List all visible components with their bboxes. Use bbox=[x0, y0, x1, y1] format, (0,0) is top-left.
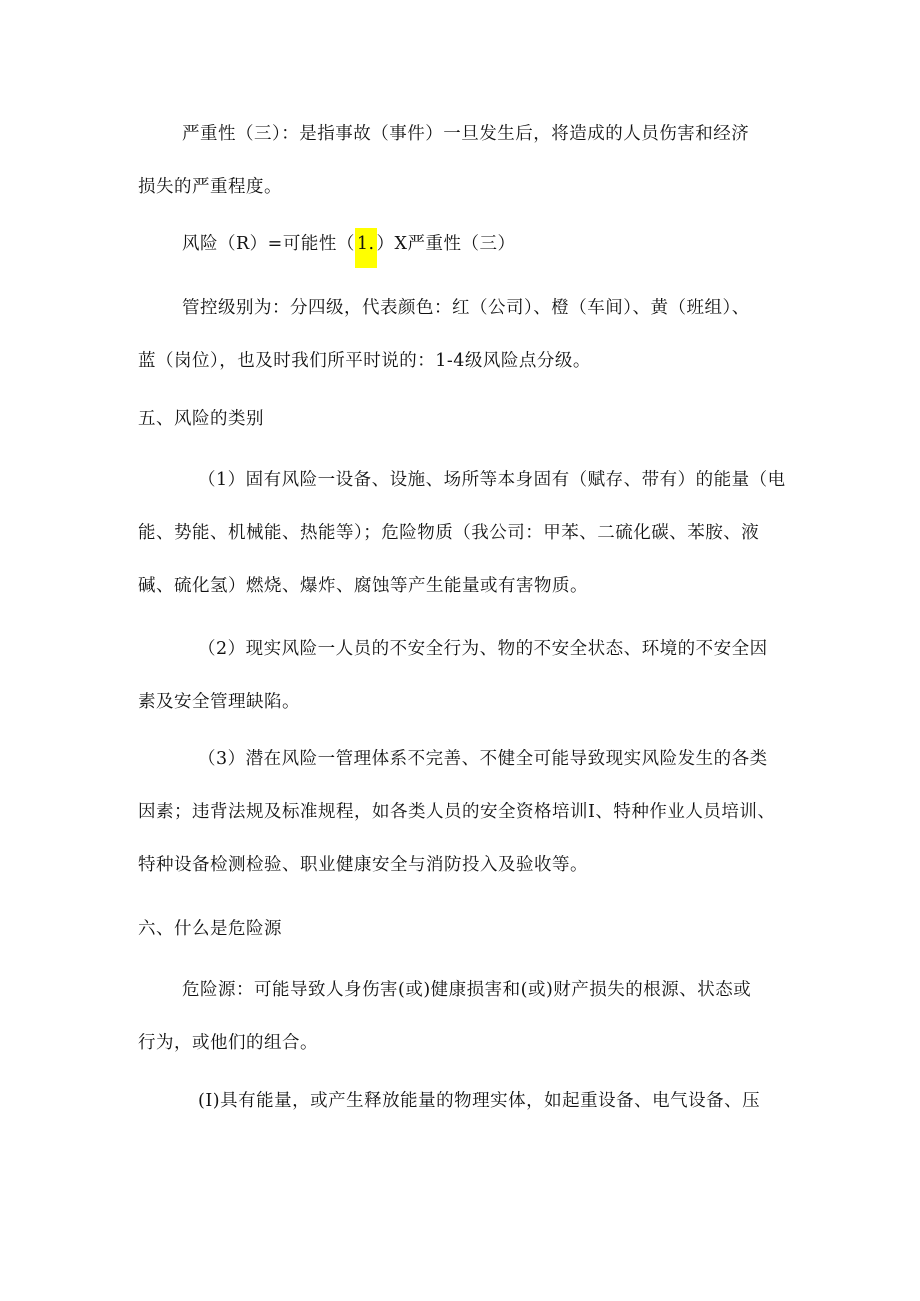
hazard-definition-paragraph bbox=[138, 964, 788, 1070]
text-line: 因素；违背法规及标准规程，如各类人员的安全资格培训I、特种作业人员培训、 bbox=[138, 802, 776, 822]
text-line: 能、势能、机械能、热能等）；危险物质（我公司：甲苯、二硫化碳、苯胺、液 bbox=[138, 523, 760, 543]
severity-definition-paragraph bbox=[138, 108, 788, 214]
heading-text: 五、风险的类别 bbox=[138, 409, 264, 429]
text-line: （2）现实风险一人员的不安全行为、物的不安全状态、环境的不安全因 bbox=[198, 639, 768, 659]
text-line: 严重性（三）：是指事故（事件）一旦发生后，将造成的人员伤害和经济 bbox=[182, 124, 750, 144]
text-line: 蓝（岗位），也及时我们所平时说的：1-4级风险点分级。 bbox=[138, 351, 591, 371]
section-five-heading bbox=[138, 393, 788, 446]
latent-risk-paragraph bbox=[138, 733, 788, 892]
formula-suffix: ）X严重性（三） bbox=[376, 234, 516, 254]
text-line: 危险源：可能导致人身伤害(或)健康损害和(或)财产损失的根源、状态或 bbox=[182, 980, 752, 1000]
text-line: 行为，或他们的组合。 bbox=[138, 1033, 318, 1053]
text-line: (I)具有能量，或产生释放能量的物理实体，如起重设备、电气设备、压 bbox=[198, 1091, 761, 1111]
risk-formula-paragraph bbox=[138, 218, 788, 271]
text-line: 管控级别为：分四级，代表颜色：红（公司）、橙（车间）、黄（班组）、 bbox=[182, 298, 750, 318]
text-line: （3）潜在风险一管理体系不完善、不健全可能导致现实风险发生的各类 bbox=[198, 749, 768, 769]
control-levels-paragraph bbox=[138, 282, 788, 388]
text-line: （1）固有风险一设备、设施、场所等本身固有（赋存、带有）的能量（电 bbox=[198, 470, 786, 490]
section-six-heading bbox=[138, 903, 788, 956]
inherent-risk-paragraph bbox=[138, 454, 788, 613]
heading-text: 六、什么是危险源 bbox=[138, 919, 282, 939]
highlighted-text: 1. bbox=[355, 228, 377, 268]
risk-formula-line bbox=[138, 218, 788, 271]
text-line: 特种设备检测检验、职业健康安全与消防投入及验收等。 bbox=[138, 855, 588, 875]
hazard-item-one-paragraph bbox=[138, 1075, 788, 1128]
text-line: 损失的严重程度。 bbox=[138, 177, 282, 197]
text-line: 素及安全管理缺陷。 bbox=[138, 692, 300, 712]
text-line: 碱、硫化氢）燃烧、爆炸、腐蚀等产生能量或有害物质。 bbox=[138, 576, 588, 596]
formula-prefix: 风险（R）=可能性（ bbox=[182, 234, 355, 254]
actual-risk-paragraph bbox=[138, 623, 788, 729]
